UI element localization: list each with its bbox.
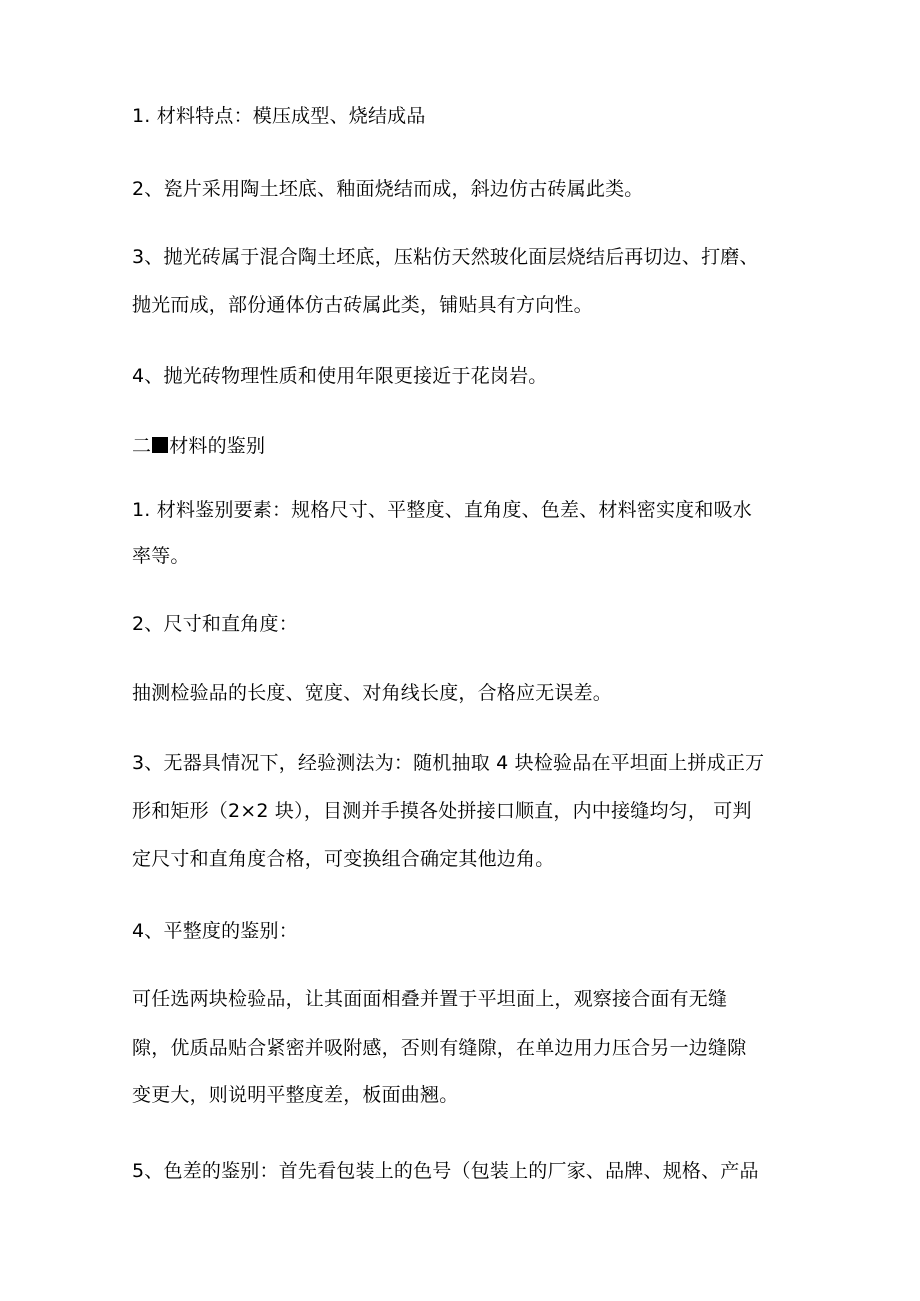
- text-line: 3、抛光砖属于混合陶土坯底，压粘仿天然玻化面层烧结后再切边、打磨、: [132, 246, 759, 268]
- text-line: 1. 材料鉴别要素：规格尺寸、平整度、直角度、色差、材料密实度和吸水: [132, 499, 752, 521]
- text-line: 定尺寸和直角度合格，可变换组合确定其他边角。: [132, 848, 555, 870]
- section-heading: [132, 433, 792, 459]
- text-line: 1. 材料特点：模压成型、烧结成品: [132, 105, 426, 127]
- text-line: 3、无器具情况下，经验测法为：随机抽取 4 块检验品在平坦面上拼成正万: [132, 752, 765, 774]
- section-title: 材料的鉴别: [169, 435, 266, 457]
- text-line: 抽测检验品的长度、宽度、对角线长度，合格应无误差。: [132, 682, 613, 704]
- text-line: 率等。: [132, 545, 190, 567]
- text-line: 2、瓷片采用陶土坯底、釉面烧结而成，斜边仿古砖属此类。: [132, 178, 644, 200]
- text-line: 2、尺寸和直角度：: [132, 613, 298, 635]
- section-prefix: 二: [132, 435, 152, 457]
- text-line: 4、抛光砖物理性质和使用年限更接近于花岗岩。: [132, 365, 548, 387]
- text-line: 5、色差的鉴别：首先看包装上的色号（包装上的厂家、品牌、规格、产品: [132, 1160, 759, 1182]
- text-line: 抛光而成，部份通体仿古砖属此类，铺贴具有方向性。: [132, 294, 593, 316]
- missing-glyph-box-icon: [152, 437, 168, 453]
- text-line: 隙，优质品贴合紧密并吸附感，否则有缝隙，在单边用力压合另一边缝隙: [132, 1037, 747, 1059]
- text-line: 变更大，则说明平整度差，板面曲翘。: [132, 1084, 459, 1106]
- text-line: 4、平整度的鉴别：: [132, 920, 298, 942]
- text-line: 形和矩形（2×2 块），目测并手摸各处拼接口顺直，内中接缝均匀， 可判: [132, 800, 752, 822]
- text-line: 可任选两块检验品，让其面面相叠并置于平坦面上，观察接合面有无缝: [132, 988, 728, 1010]
